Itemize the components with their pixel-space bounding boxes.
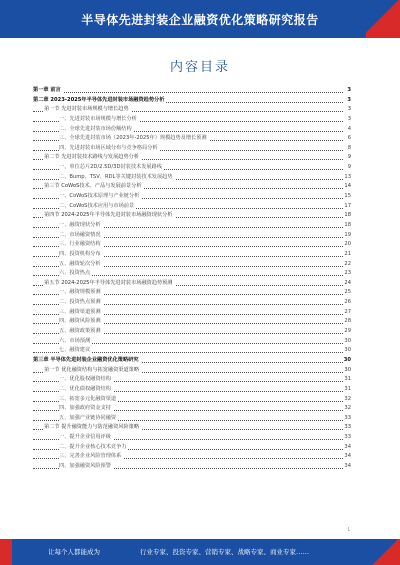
toc-entry-page: 15 <box>343 192 351 202</box>
toc-entry-label: 第二节 先进封装技术路线与发展趋势分析 <box>44 153 141 163</box>
toc-entry-label: 第一章 前言 <box>33 86 63 96</box>
toc-item[interactable] <box>33 144 351 154</box>
toc-entry-label: 六、投资热点 <box>59 269 92 279</box>
toc-entry-page: 9 <box>347 153 351 163</box>
toc-section[interactable] <box>33 366 351 376</box>
toc-entry-label: 一、融资规模预测 <box>59 288 103 298</box>
toc-leader-dots <box>33 92 343 93</box>
footer-banner <box>0 539 400 565</box>
toc-entry-label: 三、完善企业风险管理体系 <box>59 452 123 462</box>
toc-item[interactable] <box>33 269 351 279</box>
toc-item[interactable] <box>33 231 351 241</box>
toc-item[interactable] <box>33 346 351 356</box>
toc-entry-page: 24 <box>343 279 351 289</box>
toc-section[interactable] <box>33 279 351 289</box>
toc-entry-label: 一、融资现状分析 <box>59 221 103 231</box>
toc-section[interactable] <box>33 153 351 163</box>
toc-entry-page: 8 <box>347 144 351 154</box>
toc-entry-page: 3 <box>347 115 351 125</box>
toc-entry-label: 四、加强融资风险预警 <box>59 462 113 472</box>
toc-chapter[interactable] <box>33 96 351 106</box>
toc-section[interactable] <box>33 105 351 115</box>
toc-entry-page: 33 <box>343 433 351 443</box>
toc-entry-label: 五、融资政策预测 <box>59 327 103 337</box>
report-title: 半导体先进封装企业融资优化策略研究报告 <box>81 13 319 27</box>
toc-entry-page: 32 <box>343 404 351 414</box>
toc-item[interactable] <box>33 202 351 212</box>
footer-brand: 让每个人都能成为 <box>48 548 100 556</box>
toc-entry-label: 第二章 2023-2025年半导体先进封装市场融资趋势分析 <box>33 96 166 106</box>
toc-entry-page: 18 <box>343 211 351 221</box>
toc-entry-page: 33 <box>343 414 351 424</box>
toc-entry-page: 34 <box>343 452 351 462</box>
toc-entry-page: 25 <box>343 288 351 298</box>
report-header <box>0 0 400 38</box>
toc-item[interactable] <box>33 260 351 270</box>
toc-entry-page: 6 <box>347 134 351 144</box>
toc-item[interactable] <box>33 317 351 327</box>
toc-entry-label: 一、提升企业信用评级 <box>59 433 113 443</box>
toc-entry-label: 第三节 CoWoS技术、产品与发展前景分析 <box>44 182 144 192</box>
toc-item[interactable] <box>33 125 351 135</box>
toc-item[interactable] <box>33 443 351 453</box>
toc-entry-page: 18 <box>343 221 351 231</box>
toc-entry-page: 32 <box>343 395 351 405</box>
toc-entry-label: 三、全球先进封装市场（2023年-2025年）规模趋势及增长预测 <box>59 134 209 144</box>
toc-item[interactable] <box>33 134 351 144</box>
toc-entry-label: 二、投资热点预测 <box>59 298 103 308</box>
toc-entry-page: 26 <box>343 298 351 308</box>
toc-entry-label: 二、优化债权融资结构 <box>59 385 113 395</box>
toc-item[interactable] <box>33 375 351 385</box>
toc-entry-page: 30 <box>343 356 351 366</box>
toc-entry-label: 一、先进封装市场规模与增长分析 <box>59 115 139 125</box>
toc-chapter[interactable] <box>33 356 351 366</box>
toc-item[interactable] <box>33 385 351 395</box>
toc-entry-label: 五、加强产业链协同融资 <box>59 414 118 424</box>
toc-entry-page: 20 <box>343 240 351 250</box>
toc-entry-page: 4 <box>347 125 351 135</box>
toc-item[interactable] <box>33 395 351 405</box>
toc-entry-page: 3 <box>347 105 351 115</box>
toc-entry-page: 19 <box>343 231 351 241</box>
toc-item[interactable] <box>33 288 351 298</box>
toc-entry-label: 六、市场预测 <box>59 337 92 347</box>
toc-item[interactable] <box>33 462 351 472</box>
toc-entry-label: 三、拓宽多元化融资渠道 <box>59 395 118 405</box>
footer-tagline: 行业专家、投资专家、营销专家、战略专家、商业专家…… <box>140 548 309 556</box>
toc-entry-label: 第二节 提升融资能力与防范融资风险策略 <box>44 423 141 433</box>
toc-entry-label: 四、投资机构分布 <box>59 250 103 260</box>
toc-heading: 内容目录 <box>169 60 230 75</box>
toc-item[interactable] <box>33 240 351 250</box>
table-of-contents <box>33 86 351 472</box>
page-number: 1 <box>347 527 350 532</box>
toc-entry-label: 一、优化股权融资结构 <box>59 375 113 385</box>
toc-entry-page: 14 <box>343 182 351 192</box>
footer-corner-decoration <box>370 539 400 565</box>
toc-entry-page: 9 <box>347 163 351 173</box>
toc-item[interactable] <box>33 414 351 424</box>
toc-item[interactable] <box>33 327 351 337</box>
toc-entry-label: 三、融资渠道预测 <box>59 308 103 318</box>
toc-entry-label: 第五节 2024-2025年半导体先进封装市场融资趋势预测 <box>44 279 175 289</box>
toc-entry-label: 第一节 优化融资结构与拓宽融资渠道策略 <box>44 366 141 376</box>
toc-item[interactable] <box>33 221 351 231</box>
toc-entry-label: 四、融资风险预测 <box>59 317 103 327</box>
toc-entry-label: 第四节 2024-2025年半导体先进封装市场融资现状分析 <box>44 211 175 221</box>
toc-entry-label: 七、融资建议 <box>59 346 92 356</box>
toc-entry-label: 二、提升企业核心技术竞争力 <box>59 443 128 453</box>
toc-entry-page: 30 <box>343 346 351 356</box>
toc-item[interactable] <box>33 173 351 183</box>
toc-entry-page: 22 <box>343 260 351 270</box>
toc-item[interactable] <box>33 404 351 414</box>
toc-entry-page: 17 <box>343 202 351 212</box>
toc-item[interactable] <box>33 452 351 462</box>
toc-entry-page: 33 <box>343 423 351 433</box>
toc-item[interactable] <box>33 115 351 125</box>
toc-entry-page: 23 <box>343 269 351 279</box>
toc-entry-label: 二、全球先进封装市场份额结构 <box>59 125 134 135</box>
toc-entry-page: 3 <box>346 86 351 96</box>
toc-item[interactable] <box>33 250 351 260</box>
toc-entry-page: 30 <box>343 337 351 347</box>
footer-accent <box>0 539 12 565</box>
toc-item[interactable] <box>33 433 351 443</box>
toc-entry-page: 34 <box>343 462 351 472</box>
toc-entry-label: 四、先进封装市场区域分布与竞争格局分析 <box>59 144 160 154</box>
toc-entry-label: 四、加强政府资金支持 <box>59 404 113 414</box>
toc-entry-label: 二、CoWoS技术应用与市场前景 <box>59 202 136 212</box>
toc-entry-label: 二、市场融资情况 <box>59 231 103 241</box>
header-corner-decoration <box>366 0 400 38</box>
toc-entry-page: 29 <box>343 327 351 337</box>
toc-entry-label: 一、CoWoS技术原理与产业链分析 <box>59 192 141 202</box>
toc-item[interactable] <box>33 192 351 202</box>
toc-entry-label: 第三章 半导体先进封装企业融资优化策略研究 <box>33 356 141 366</box>
toc-entry-page: 28 <box>343 317 351 327</box>
toc-item[interactable] <box>33 308 351 318</box>
toc-section[interactable] <box>33 423 351 433</box>
toc-entry-page: 30 <box>343 366 351 376</box>
toc-entry-label: 一、单位芯片2D/2.5D/3D封装技术发展路线 <box>59 163 164 173</box>
toc-entry-page: 27 <box>343 308 351 318</box>
toc-item[interactable] <box>33 298 351 308</box>
toc-entry-label: 二、Bump、TSV、RDL等关键封装技术发展趋势 <box>59 173 175 183</box>
toc-entry-label: 三、行业融资结构 <box>59 240 103 250</box>
toc-entry-page: 34 <box>343 443 351 453</box>
toc-item[interactable] <box>33 163 351 173</box>
toc-item[interactable] <box>33 337 351 347</box>
toc-entry-page: 31 <box>343 385 351 395</box>
toc-entry-page: 31 <box>343 375 351 385</box>
toc-section[interactable] <box>33 182 351 192</box>
toc-entry-page: 13 <box>343 173 351 183</box>
toc-chapter[interactable] <box>33 86 351 96</box>
toc-entry-label: 第一节 先进封装市场规模与增长趋势 <box>44 105 131 115</box>
toc-entry-page: 21 <box>343 250 351 260</box>
toc-entry-page: 3 <box>346 96 351 106</box>
toc-section[interactable] <box>33 211 351 221</box>
toc-entry-label: 五、融资轮次分析 <box>59 260 103 270</box>
